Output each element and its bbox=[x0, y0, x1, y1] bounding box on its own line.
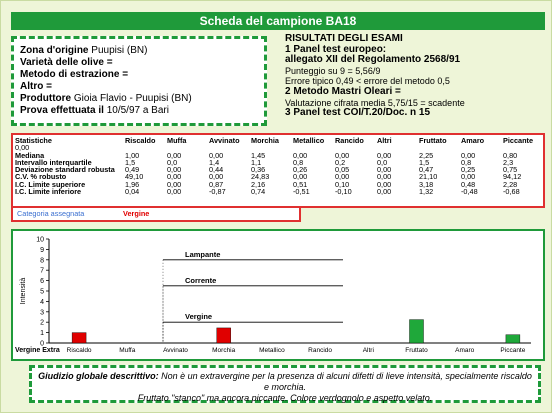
info-label: Altro = bbox=[20, 81, 52, 92]
info-label: Metodo di estrazione = bbox=[20, 69, 129, 80]
stats-corner bbox=[13, 135, 123, 152]
y-tick-label: 2 bbox=[40, 319, 44, 327]
stats-corner-label: Statistiche bbox=[15, 136, 52, 145]
stats-column-header: Riscaldo bbox=[125, 136, 156, 145]
bar bbox=[217, 328, 231, 343]
x-tick-label: Piccante bbox=[500, 347, 526, 354]
info-value: 10/5/97 a Bari bbox=[106, 105, 169, 116]
zone-label: Corrente bbox=[185, 275, 217, 285]
stats-cell: 1,45 bbox=[251, 150, 266, 160]
stats-cell: 0,00 bbox=[377, 179, 392, 189]
x-tick-label: Rancido bbox=[308, 347, 333, 354]
sample-info-box bbox=[11, 36, 267, 126]
stats-cell: -0,51 bbox=[293, 187, 310, 197]
info-label: Prova effettuata il bbox=[20, 105, 104, 116]
stats-cell: 0,00 bbox=[377, 172, 392, 182]
stats-cell: 0,05 bbox=[335, 165, 350, 175]
stats-cell: 0,00 bbox=[335, 172, 350, 182]
stats-cell: 0,00 bbox=[293, 172, 308, 182]
info-label: Produttore bbox=[20, 93, 72, 104]
stats-cell: 2,3 bbox=[503, 157, 514, 167]
stats-cell: 0,00 bbox=[377, 165, 392, 175]
stats-cell: 24,83 bbox=[251, 172, 270, 182]
results-line-3: Punteggio su 9 = 5,56/9 bbox=[285, 65, 381, 76]
bar bbox=[506, 335, 520, 343]
results-line-2: allegato XII del Regolamento 2568/91 bbox=[285, 54, 461, 66]
info-row bbox=[20, 69, 258, 81]
stats-cell: 0,10 bbox=[335, 179, 350, 189]
stats-cell: 0,80 bbox=[503, 150, 518, 160]
stats-row-label: I.C. Limite superiore bbox=[15, 179, 86, 189]
stats-cell: 1,32 bbox=[419, 187, 434, 197]
stats-cell: 0,00 bbox=[293, 150, 308, 160]
stats-cell: 0,0 bbox=[377, 157, 388, 167]
info-label: Varietà delle olive = bbox=[20, 57, 113, 68]
results-block bbox=[285, 34, 547, 128]
stats-column-header: Amaro bbox=[461, 136, 485, 145]
x-tick-label: Metallico bbox=[259, 347, 285, 354]
category-label: Categoria assegnata bbox=[17, 209, 85, 218]
stats-cell: 0,04 bbox=[125, 187, 140, 197]
zone-label: Vergine bbox=[185, 312, 213, 322]
stats-row-label: Intervallo interquartile bbox=[15, 157, 92, 167]
stats-cell: 0,00 bbox=[167, 165, 182, 175]
chart-frame bbox=[12, 230, 544, 360]
stats-cell: 21,10 bbox=[419, 172, 438, 182]
bar bbox=[72, 333, 86, 343]
results-title: RISULTATI DEGLI ESAMI bbox=[285, 33, 403, 44]
stats-cell: 0,48 bbox=[461, 179, 476, 189]
stats-cell: 0,00 bbox=[167, 172, 182, 182]
category-value: Vergine bbox=[123, 209, 150, 218]
results-line-1: 1 Panel test europeo: bbox=[285, 43, 387, 55]
stats-cell: 0,00 bbox=[167, 187, 182, 197]
y-tick-label: 7 bbox=[40, 267, 44, 275]
stats-cell: 1,5 bbox=[125, 157, 136, 167]
judgement-box bbox=[29, 365, 541, 403]
stats-column-header: Piccante bbox=[503, 136, 534, 145]
stats-cell: 2,16 bbox=[251, 179, 266, 189]
y-tick-label: 10 bbox=[36, 236, 44, 244]
y-tick-label: 8 bbox=[40, 257, 44, 265]
y-tick-label: 9 bbox=[40, 246, 44, 254]
stats-cell: 1,00 bbox=[125, 150, 140, 160]
stats-cell: 0,2 bbox=[335, 157, 346, 167]
x-tick-label: Altri bbox=[362, 347, 374, 354]
stats-column-header: Metallico bbox=[293, 136, 325, 145]
stats-cell: 0,00 bbox=[377, 150, 392, 160]
x-tick-label: Riscaldo bbox=[66, 347, 92, 354]
stats-cell: 0,00 bbox=[377, 187, 392, 197]
stats-cell: 1,96 bbox=[125, 179, 140, 189]
results-line-4: Errore tipico 0,49 < errore del metodo 0,5 bbox=[285, 76, 450, 87]
stats-column-header: Rancido bbox=[335, 136, 364, 145]
y-tick-label: 0 bbox=[40, 340, 44, 348]
x-tick-label: Muffa bbox=[119, 347, 136, 354]
stats-cell: 0,44 bbox=[209, 165, 224, 175]
stats-cell: 0,26 bbox=[293, 165, 308, 175]
intensity-chart bbox=[11, 229, 545, 361]
info-value: Gioia Flavio - Puupisi (BN) bbox=[73, 93, 192, 104]
results-line-5: 2 Metodo Mastri Oleari = bbox=[285, 85, 401, 97]
stats-row-label: C.V. % robusto bbox=[15, 172, 67, 182]
stats-cell: 1,4 bbox=[209, 157, 220, 167]
y-tick-label: 6 bbox=[40, 278, 44, 286]
y-tick-label: 5 bbox=[40, 288, 44, 296]
y-tick-label: 3 bbox=[40, 309, 44, 317]
bar bbox=[410, 320, 424, 343]
info-label: Zona d'origine bbox=[20, 45, 89, 56]
stats-column-header: Fruttato bbox=[419, 136, 447, 145]
stats-cell: 0,25 bbox=[461, 165, 476, 175]
info-row bbox=[20, 105, 258, 117]
stats-cell: 94,12 bbox=[503, 172, 522, 182]
stats-cell: -0,68 bbox=[503, 187, 520, 197]
chart-svg bbox=[11, 229, 545, 361]
stats-cell: 1,1 bbox=[251, 157, 262, 167]
stats-row-label: I.C. Limite inferiore bbox=[15, 187, 82, 197]
y-tick-label: 1 bbox=[40, 330, 44, 338]
stats-cell: 2,28 bbox=[503, 179, 518, 189]
stats-cell: 0,0 bbox=[167, 157, 178, 167]
stats-cell: -0,10 bbox=[335, 187, 352, 197]
stats-cell: -0,48 bbox=[461, 187, 478, 197]
stats-cell: 0,8 bbox=[293, 157, 304, 167]
info-row bbox=[20, 81, 258, 93]
stats-cell: 0,00 bbox=[209, 150, 224, 160]
stats-cell: 0,49 bbox=[125, 165, 140, 175]
y-tick-label: 4 bbox=[40, 298, 44, 306]
stats-column-header: Morchia bbox=[251, 136, 279, 145]
results-line-6: Valutazione cifrata media 5,75/15 = scadente bbox=[285, 97, 465, 108]
stats-cell: 1,5 bbox=[419, 157, 430, 167]
stats-cell: 0,00 bbox=[461, 172, 476, 182]
judgement-line-1: Non è un extravergine per la presenza di alcuni difetti di lieve intensità, specialmente riscaldo e morchia. bbox=[161, 371, 532, 392]
stats-cell: 3,18 bbox=[419, 179, 434, 189]
x-tick-label: Avvinato bbox=[163, 347, 188, 354]
stats-cell: 0,51 bbox=[293, 179, 308, 189]
stats-cell: 0,47 bbox=[419, 165, 434, 175]
stats-column-header: Muffa bbox=[167, 136, 187, 145]
stats-cell: 2,25 bbox=[419, 150, 434, 160]
stats-cell: 0,75 bbox=[503, 165, 518, 175]
sheet-title: Scheda del campione BA18 bbox=[11, 12, 545, 30]
stats-cell: 0,00 bbox=[167, 179, 182, 189]
stats-cell: 0,00 bbox=[209, 172, 224, 182]
info-row bbox=[20, 57, 258, 69]
stats-cell: 0,74 bbox=[251, 187, 266, 197]
judgement-line-2: Fruttato "stanco" ma ancora piccante. Colore verdognolo e aspetto velato. bbox=[137, 393, 433, 403]
stats-cell: 0,87 bbox=[209, 179, 224, 189]
stats-column-header: Avvinato bbox=[209, 136, 240, 145]
stats-cell: 0,00 bbox=[335, 150, 350, 160]
stats-cell: 0,00 bbox=[461, 150, 476, 160]
stats-column-header: Altri bbox=[377, 136, 392, 145]
statistics-table bbox=[13, 135, 543, 195]
stats-row-label: Mediana bbox=[15, 150, 45, 160]
info-row bbox=[20, 93, 258, 105]
stats-row bbox=[13, 188, 543, 195]
statistics-table-box bbox=[11, 133, 545, 218]
x-origin-label: Vergine Extra bbox=[15, 347, 60, 354]
results-line-7: 3 Panel test COI/T.20/Doc. n 15 bbox=[285, 107, 431, 119]
x-tick-label: Fruttato bbox=[405, 347, 428, 354]
y-axis-label: Intensità bbox=[20, 277, 27, 305]
zone-label: Lampante bbox=[185, 249, 221, 259]
info-row bbox=[20, 45, 258, 57]
stats-cell: 0,8 bbox=[461, 157, 472, 167]
x-tick-label: Amaro bbox=[455, 347, 475, 354]
stats-cell: 0,00 bbox=[167, 150, 182, 160]
judgement-lead: Giudizio globale descrittivo: bbox=[38, 371, 159, 381]
stats-row-label: Deviazione standard robusta bbox=[15, 165, 115, 175]
stats-cell: 49,10 bbox=[125, 172, 144, 182]
stats-cell: -0,87 bbox=[209, 187, 226, 197]
category-row-box bbox=[11, 208, 301, 222]
stats-corner-value: 0,00 bbox=[15, 143, 30, 153]
info-value: Puupisi (BN) bbox=[91, 45, 148, 56]
x-tick-label: Morchia bbox=[212, 347, 236, 354]
stats-cell: 0,36 bbox=[251, 165, 266, 175]
category-row bbox=[15, 208, 299, 220]
